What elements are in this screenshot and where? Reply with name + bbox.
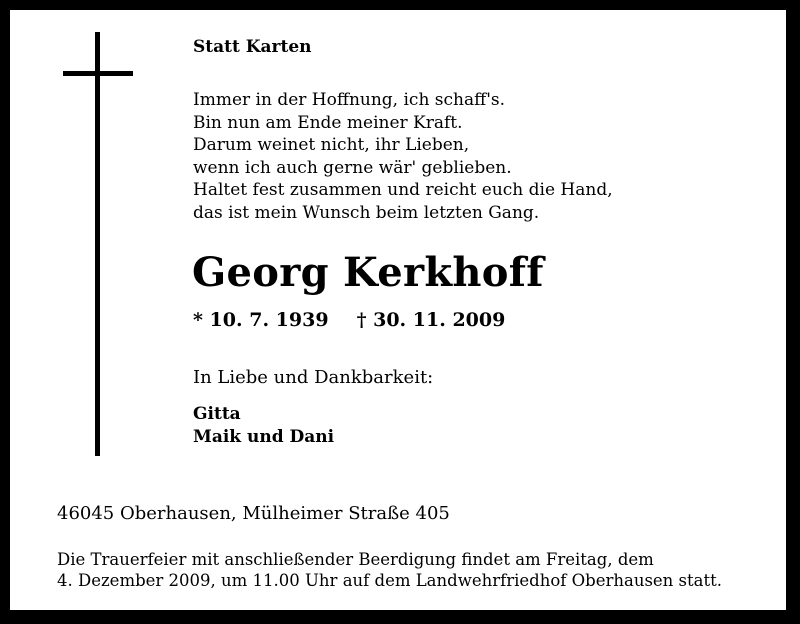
funeral-notice — [57, 550, 722, 591]
deceased-name: Georg Kerkhoff — [192, 249, 544, 296]
notice-line: Die Trauerfeier mit anschließender Beerdigung findet am Freitag, dem — [57, 550, 654, 569]
poem-line: Bin nun am Ende meiner Kraft. — [193, 112, 463, 133]
cross-icon — [95, 32, 100, 456]
mourners-list — [193, 403, 334, 448]
address: 46045 Oberhausen, Mülheimer Straße 405 — [57, 503, 450, 524]
death-date: † 30. 11. 2009 — [356, 309, 506, 331]
life-dates — [193, 308, 505, 332]
poem-line: Haltet fest zusammen und reicht euch die Hand, — [193, 180, 613, 200]
poem-line: Immer in der Hoffnung, ich schaff's. — [193, 90, 506, 110]
thanks-line: In Liebe und Dankbarkeit: — [193, 367, 434, 388]
mourner-name: Gitta — [193, 404, 241, 424]
poem-line: wenn ich auch gerne wär' geblieben. — [193, 157, 512, 178]
cross-icon-bar — [63, 71, 133, 76]
obituary-card — [10, 10, 786, 610]
heading-statt-karten: Statt Karten — [193, 37, 312, 57]
notice-line: 4. Dezember 2009, um 11.00 Uhr auf dem Landwehrfriedhof Oberhausen statt. — [57, 570, 722, 590]
poem-line: Darum weinet nicht, ihr Lieben, — [193, 135, 470, 155]
birth-date: * 10. 7. 1939 — [193, 309, 329, 331]
poem-line: das ist mein Wunsch beim letzten Gang. — [193, 202, 540, 223]
poem — [193, 89, 613, 224]
mourner-name: Maik und Dani — [193, 426, 335, 447]
